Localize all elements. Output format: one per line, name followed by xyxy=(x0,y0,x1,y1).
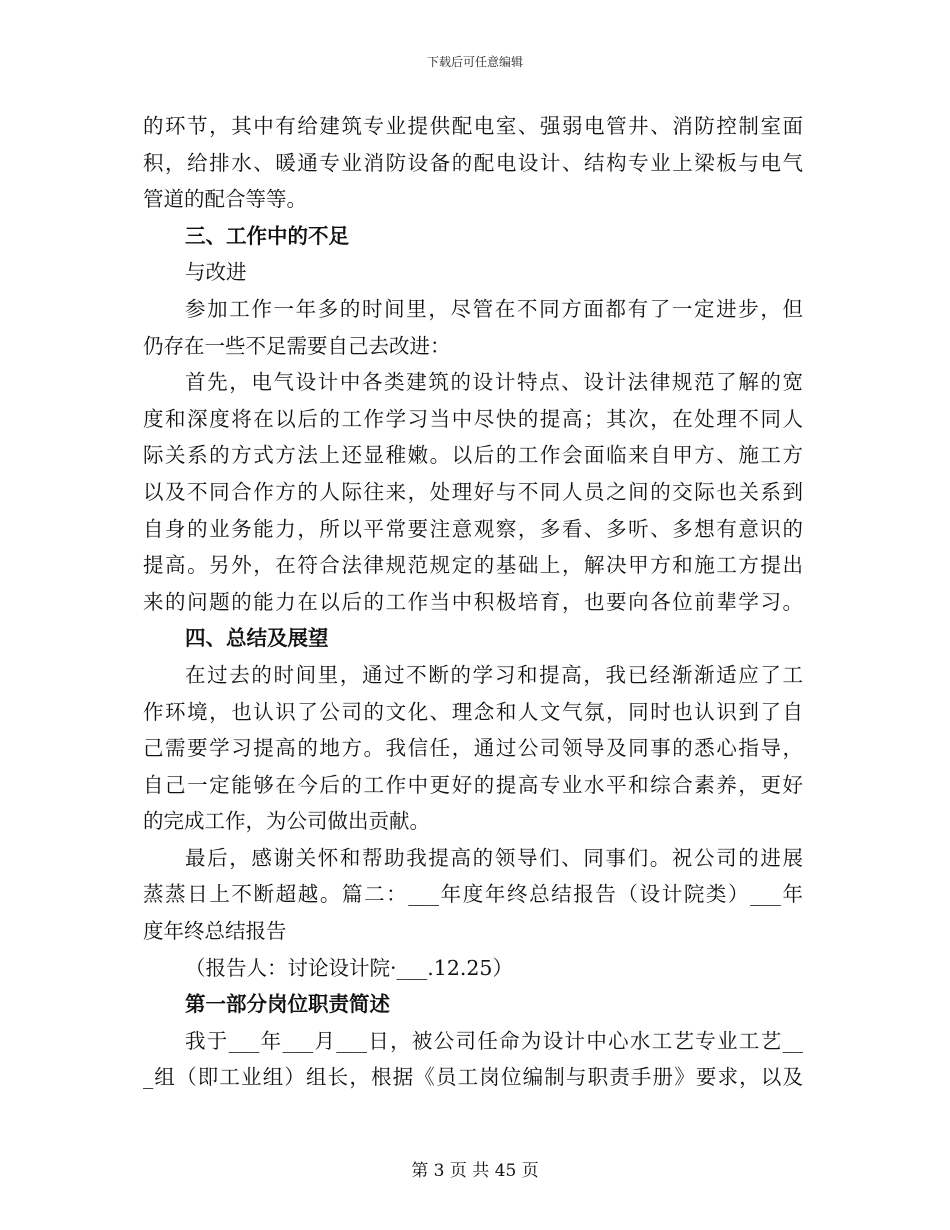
body-text-line: 参加工作一年多的时间里，尽管在不同方面都有了一定进步，但 xyxy=(185,296,803,321)
body-text-line: 度和深度将在以后的工作学习当中尽快的提高；其次，在处理不同人 xyxy=(143,406,803,431)
body-text-line: 提高。另外，在符合法律规范规定的基础上，解决甲方和施工方提出 xyxy=(143,553,803,578)
section-heading: 四、总结及展望 xyxy=(185,626,329,651)
body-text-line: 最后，感谢关怀和帮助我提高的领导们、同事们。祝公司的进展 xyxy=(185,845,803,870)
body-text-line: 我于___年___月___日，被公司任命为设计中心水工艺专业工艺__ xyxy=(185,1028,803,1053)
section-heading: 三、工作中的不足 xyxy=(185,223,349,248)
document-body xyxy=(143,108,803,1096)
section-heading: 第一部分岗位职责简述 xyxy=(185,992,390,1017)
body-text-line: 管道的配合等等。 xyxy=(143,187,307,212)
body-text-line: _组（即工业组）组长，根据《员工岗位编制与职责手册》要求，以及 xyxy=(143,1065,803,1090)
body-text-line: 首先，电气设计中各类建筑的设计特点、设计法律规范了解的宽 xyxy=(185,370,803,395)
body-text-line: 的环节，其中有给建筑专业提供配电室、强弱电管井、消防控制室面 xyxy=(143,114,803,138)
body-text-line: 与改进 xyxy=(185,260,247,285)
page-header: 下载后可任意编辑 xyxy=(426,55,523,69)
body-text-line: 积，给排水、暖通专业消防设备的配电设计、结构专业上梁板与电气 xyxy=(143,150,803,175)
body-text-line: 仍存在一些不足需要自己去改进： xyxy=(143,333,451,358)
body-text-line: 度年终总结报告 xyxy=(143,919,287,944)
body-text-line: 蒸蒸日上不断超越。篇二：___年度年终总结报告（设计院类）___年 xyxy=(143,882,803,907)
body-text-line: 己需要学习提高的地方。我信任，通过公司领导及同事的悉心指导， xyxy=(143,736,803,761)
body-text-line: （报告人：讨论设计院·___.12.25） xyxy=(185,955,513,980)
body-text-line: 在过去的时间里，通过不断的学习和提高，我已经渐渐适应了工 xyxy=(185,662,803,687)
body-text-line: 自己一定能够在今后的工作中更好的提高专业水平和综合素养，更好 xyxy=(143,772,803,797)
page-number: 第 3 页 共 45 页 xyxy=(411,1161,539,1181)
body-text-line: 作环境，也认识了公司的文化、理念和人文气氛，同时也认识到了自 xyxy=(143,699,803,724)
body-text-line: 以及不同合作方的人际往来，处理好与不同人员之间的交际也关系到 xyxy=(143,479,803,504)
body-text-line: 自身的业务能力，所以平常要注意观察，多看、多听、多想有意识的 xyxy=(143,516,803,541)
body-text-line: 的完成工作，为公司做出贡献。 xyxy=(143,809,430,834)
body-text-line: 际关系的方式方法上还显稚嫩。以后的工作会面临来自甲方、施工方 xyxy=(143,443,803,468)
body-text-line: 来的问题的能力在以后的工作当中积极培育，也要向各位前辈学习。 xyxy=(143,589,803,614)
